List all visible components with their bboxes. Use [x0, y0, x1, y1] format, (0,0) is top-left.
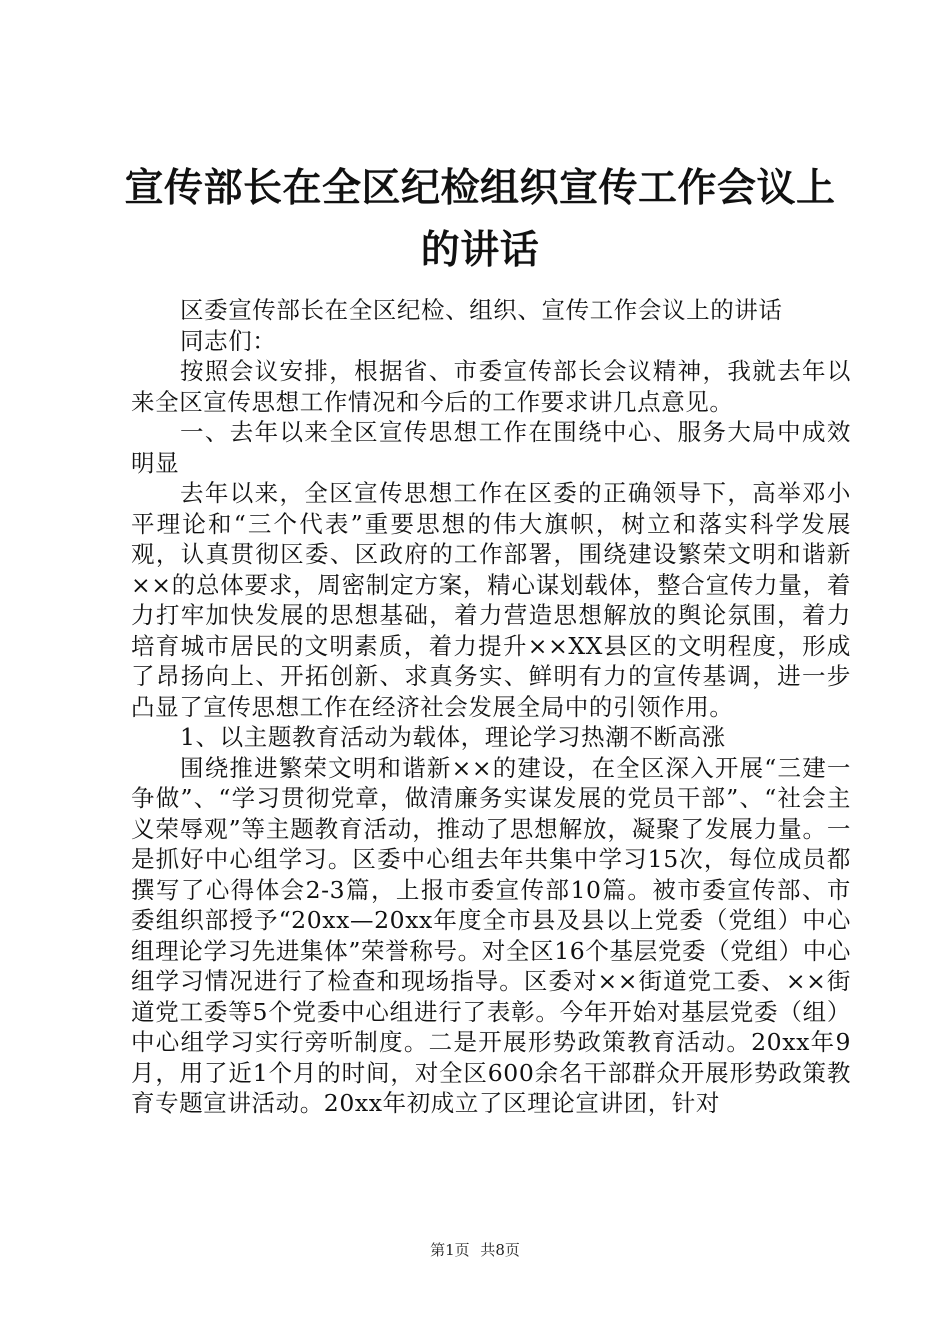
document-body — [131, 295, 851, 1119]
document-title: 宣传部长在全区纪检组织宣传工作会议上的讲话 — [124, 166, 836, 273]
paragraph-intro: 按照会议安排，根据省、市委宣传部长会议精神，我就去年以来全区宣传思想工作情况和今后的工作要求讲几点意见。 — [131, 357, 851, 416]
page-footer — [0, 1240, 950, 1260]
paragraph-detail: 围绕推进繁荣文明和谐新××的建设，在全区深入开展“三建一争做”、“学习贯彻党章，做清廉务实谋发展的党员干部”、“社会主义荣辱观”等主题教育活动，推动了思想解放，凝聚了发展力量。一是抓好中心组学习。区委中心组去年共集中学习15次，每位成员都撰写了心得体会2-3篇，上报市委宣传部10篇。被市委宣传部、市委组织部授予“20xx—20xx年度全市县及县以上党委（党组）中心组理论学习先进集体”荣誉称号。对全区16个基层党委（党组）中心组学习情况进行了检查和现场指导。区委对××街道党工委、××街道党工委等5个党委中心组进行了表彰。今年开始对基层党委（组）中心组学习实行旁听制度。二是开展形势政策教育活动。20xx年9月，用了近1个月的时间，对全区600余名干部群众开展形势政策教育专题宣讲活动。20xx年初成立了区理论宣讲团，针对 — [131, 753, 851, 1117]
page-total: 共8页 — [480, 1241, 520, 1259]
paragraph-overview: 去年以来，全区宣传思想工作在区委的正确领导下，高举邓小平理论和“三个代表”重要思想的伟大旗帜，树立和落实科学发展观，认真贯彻区委、区政府的工作部署，围绕建设繁荣文明和谐新××的总体要求，周密制定方案，精心谋划载体，整合宣传力量，着力打牢加快发展的思想基础，着力营造思想解放的舆论氛围，着力培育城市居民的文明素质，着力提升××XX县区的文明程度，形成了昂扬向上、开拓创新、求真务实、鲜明有力的宣传基调，进一步凸显了宣传思想工作在经济社会发展全局中的引领作用。 — [131, 479, 851, 721]
paragraph-subtitle: 区委宣传部长在全区纪检、组织、宣传工作会议上的讲话 — [180, 296, 783, 324]
paragraph-salutation: 同志们： — [180, 326, 277, 355]
section-heading-1: 一、去年以来全区宣传思想工作在围绕中心、服务大局中成效明显 — [131, 418, 851, 477]
subsection-heading-1: 1、以主题教育活动为载体，理论学习热潮不断高涨 — [180, 723, 726, 751]
page-number: 第1页 — [430, 1241, 470, 1259]
